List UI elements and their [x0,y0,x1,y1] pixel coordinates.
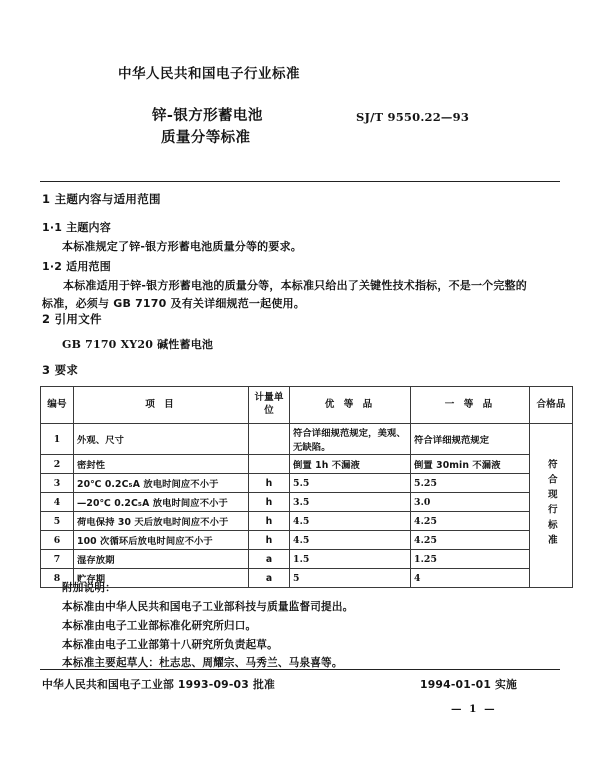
cell-superior: 5 [290,569,411,588]
cell-first-grade: 符合详细规范规定 [411,424,530,455]
cell-superior: 4.5 [290,512,411,531]
table-row [41,474,573,493]
cell-first-grade: 倒置 30min 不漏液 [411,455,530,474]
header-divider [40,181,560,182]
cell-unit: h [249,474,290,493]
cell-superior: 3.5 [290,493,411,512]
col-header-superior: 优 等 品 [290,387,411,424]
table-header-row [41,387,573,424]
notes-line-2: 本标准由电子工业部标准化研究所归口。 [62,619,257,632]
cell-unit [249,424,290,455]
document-title [152,105,263,150]
cell-superior: 5.5 [290,474,411,493]
standard-series-heading: 中华人民共和国电子行业标准 [118,66,300,82]
table-body [41,424,573,588]
notes-heading: 附加说明： [62,582,116,594]
col-header-qualified: 合格品 [530,387,573,424]
table-row [41,512,573,531]
section-1-2-heading: 1·2 适用范围 [42,260,111,273]
cell-no: 8 [41,569,74,588]
cell-item: 外观、尺寸 [74,424,249,455]
section-2-heading: 2 引用文件 [42,312,102,326]
table-row [41,493,573,512]
cell-unit [249,455,290,474]
cell-no: 2 [41,455,74,474]
page-number: — 1 — [451,703,497,715]
cell-qualified-merged [530,424,573,588]
section-1-1-text: 本标准规定了锌-银方形蓄电池质量分等的要求。 [62,240,302,253]
cell-unit: a [249,569,290,588]
col-header-item: 项 目 [74,387,249,424]
requirements-table-wrapper [40,386,566,588]
cell-no: 6 [41,531,74,550]
title-line-2: 质量分等标准 [161,130,251,147]
footer-implementation: 1994-01-01 实施 [420,678,518,691]
cell-first-grade: 5.25 [411,474,530,493]
cell-item: 贮存期 [74,569,249,588]
cell-no: 3 [41,474,74,493]
cell-superior: 1.5 [290,550,411,569]
col-header-unit: 计量单位 [249,387,290,424]
table-row [41,531,573,550]
cell-unit: a [249,550,290,569]
cell-item: 密封性 [74,455,249,474]
table-row [41,455,573,474]
cell-item: 100 次循环后放电时间应不小于 [74,531,249,550]
title-line-1: 锌-银方形蓄电池 [152,108,263,124]
cell-item: 湿存放期 [74,550,249,569]
notes-line-1: 本标准由中华人民共和国电子工业部科技与质量监督司提出。 [62,600,354,613]
notes-line-4: 本标准主要起草人：杜志忠、周耀宗、马秀兰、马泉喜等。 [62,657,343,670]
footer-approval: 中华人民共和国电子工业部 1993-09-03 批准 [42,678,275,691]
table-row [41,550,573,569]
qualified-vertical-text: 符合现行标准 [545,458,557,550]
cell-no: 1 [41,424,74,455]
cell-first-grade: 4 [411,569,530,588]
section-1-2-text: 本标准适用于锌-银方形蓄电池的质量分等，本标准只给出了关键性技术指标，不是一个完整的标准，必须与 GB 7170 及有关详细规范一起使用。 [42,279,527,311]
cell-no: 5 [41,512,74,531]
additional-notes [62,579,353,673]
col-header-no: 编号 [41,387,74,424]
section-1-heading: 1 主题内容与适用范围 [42,192,161,206]
table-row [41,424,573,455]
cell-no: 4 [41,493,74,512]
cell-first-grade: 4.25 [411,512,530,531]
section-2-reference: GB 7170 XY20 碱性蓄电池 [62,338,214,351]
requirements-table [40,386,573,588]
cell-unit: h [249,512,290,531]
cell-no: 7 [41,550,74,569]
cell-first-grade: 4.25 [411,531,530,550]
section-1-1-heading: 1·1 主题内容 [42,221,111,234]
cell-unit: h [249,493,290,512]
notes-line-3: 本标准由电子工业部第十八研究所负责起草。 [62,638,278,651]
standard-number: SJ/T 9550.22—93 [356,110,470,124]
section-3-heading: 3 要求 [42,363,79,377]
cell-unit: h [249,531,290,550]
cell-superior: 符合详细规范规定，美观、无缺陷。 [290,424,411,455]
cell-first-grade: 3.0 [411,493,530,512]
cell-item: —20℃ 0.2C₅A 放电时间应不小于 [74,493,249,512]
col-header-first-grade: 一 等 品 [411,387,530,424]
cell-item: 20℃ 0.2C₅A 放电时间应不小于 [74,474,249,493]
cell-first-grade: 1.25 [411,550,530,569]
footer-divider [40,669,560,670]
cell-superior: 倒置 1h 不漏液 [290,455,411,474]
cell-superior: 4.5 [290,531,411,550]
cell-item: 荷电保持 30 天后放电时间应不小于 [74,512,249,531]
